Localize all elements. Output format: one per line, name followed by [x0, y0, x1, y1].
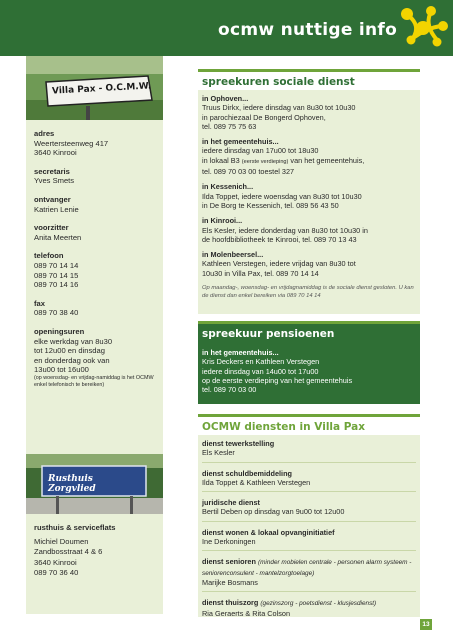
openingsuren-block: openingsuren elke werkdag van 8u30 tot 12u00 en dinsdag en donderdag ook van 13u00 tot 16u00 (op woensdag- en vrijdag-namiddag is het OCMW enkel telefonisch te bereiken)	[34, 326, 154, 388]
contact-panel	[26, 120, 163, 454]
rusthuis-sign-photo	[26, 454, 163, 514]
entry-ophoven: in Ophoven... Truus Dirkx, iedere dinsdag van 8u30 tot 10u30 in parochiezaal De Bongerd Ophoven, tel. 089 75 75 63	[202, 94, 356, 131]
diensten-heading: OCMW diensten in Villa Pax	[202, 421, 366, 433]
diensten-section	[198, 435, 420, 617]
entry-tewerkstelling: dienst tewerkstelling Els Kesler	[202, 439, 416, 463]
ontvanger-block: ontvanger Katrien Lenie	[34, 194, 79, 214]
telefoon-block: telefoon 089 70 14 14 089 70 14 15 089 70 14 16	[34, 251, 79, 290]
voorzitter-block: voorzitter Anita Meerten	[34, 223, 82, 242]
pensioenen-heading: spreekuur pensioenen	[198, 324, 420, 344]
entry-kessenich: in Kessenich... Ilda Toppet, iedere woensdag van 8u30 tot 10u30 in De Borg te Kessenich, tel. 089 56 43 50	[202, 182, 362, 210]
entry-juridische-dienst: juridische dienst Bertil Deben op dinsdag van 9u00 tot 12u00	[202, 498, 416, 522]
villa-pax-sign-text: Villa Pax - O.C.M.W.	[51, 81, 152, 97]
frog-logo-icon	[397, 4, 449, 48]
entry-kinrooi: in Kinrooi... Els Kesler, iedere donderdag van 8u30 tot 10u30 in de hoofdbibliotheek te Kinrooi, tel. 089 70 13 43	[202, 216, 368, 244]
rusthuis-sign-text: Rusthuis Zorgvlied	[48, 474, 96, 494]
closing-note: Op maandag-, woensdag- en vrijdagnamiddag is de sociale dienst gesloten. U kan de dienst dan enkel bereiken via 089 70 14 14	[202, 285, 414, 300]
entry-wonen: dienst wonen & lokaal opvanginitiatief Ine Derkoningen	[202, 528, 416, 552]
page-number: 13	[420, 619, 432, 630]
page-title: ocmw nuttige info	[218, 20, 398, 40]
entry-senioren: dienst senioren (minder mobielen centrale - personen alarm systeem - seniorenconsulent - mantelzorgtoelage) Marijke Bosmans	[202, 557, 416, 592]
entry-gemeentehuis: in het gemeentehuis... iedere dinsdag van 17u00 tot 18u30 in lokaal B3 (eerste verdieping) van het gemeentehuis, tel. 089 70 03 00 toestel 327	[202, 137, 365, 177]
villa-pax-sign-photo	[26, 56, 163, 120]
address-block: adres Weertersteenweg 417 3640 Kinrooi	[34, 129, 109, 158]
secretaris-block: secretaris Yves Smets	[34, 166, 75, 186]
spreekuren-heading: spreekuren sociale dienst	[202, 76, 355, 88]
entry-thuiszorg: dienst thuiszorg (gezinszorg - poetsdienst - klusjesdienst) Ria Geraerts & Rita Colson	[202, 598, 377, 618]
spreekuren-section	[198, 90, 420, 314]
rusthuis-panel: rusthuis & serviceflats Michiel Doumen Zandbosstraat 4 & 6 3640 Kinrooi 089 70 36 40	[26, 514, 163, 614]
fax-block: fax 089 70 38 40	[34, 298, 79, 318]
header-band	[0, 0, 453, 56]
entry-molenbeersel: in Molenbeersel... Kathleen Verstegen, iedere vrijdag van 8u30 tot 10u30 in Villa Pax, tel. 089 70 14 14	[202, 250, 356, 278]
entry-schuldbemiddeling: dienst schuldbemiddeling Ilda Toppet & Kathleen Verstegen	[202, 469, 416, 493]
pensioenen-section	[198, 344, 420, 404]
entry-pensioenen: in het gemeentehuis... Kris Deckers en Kathleen Verstegen iedere dinsdag van 14u00 tot 17u00 op de eerste verdieping van het gemeentehuis tel. 089 70 03 00	[202, 348, 353, 395]
